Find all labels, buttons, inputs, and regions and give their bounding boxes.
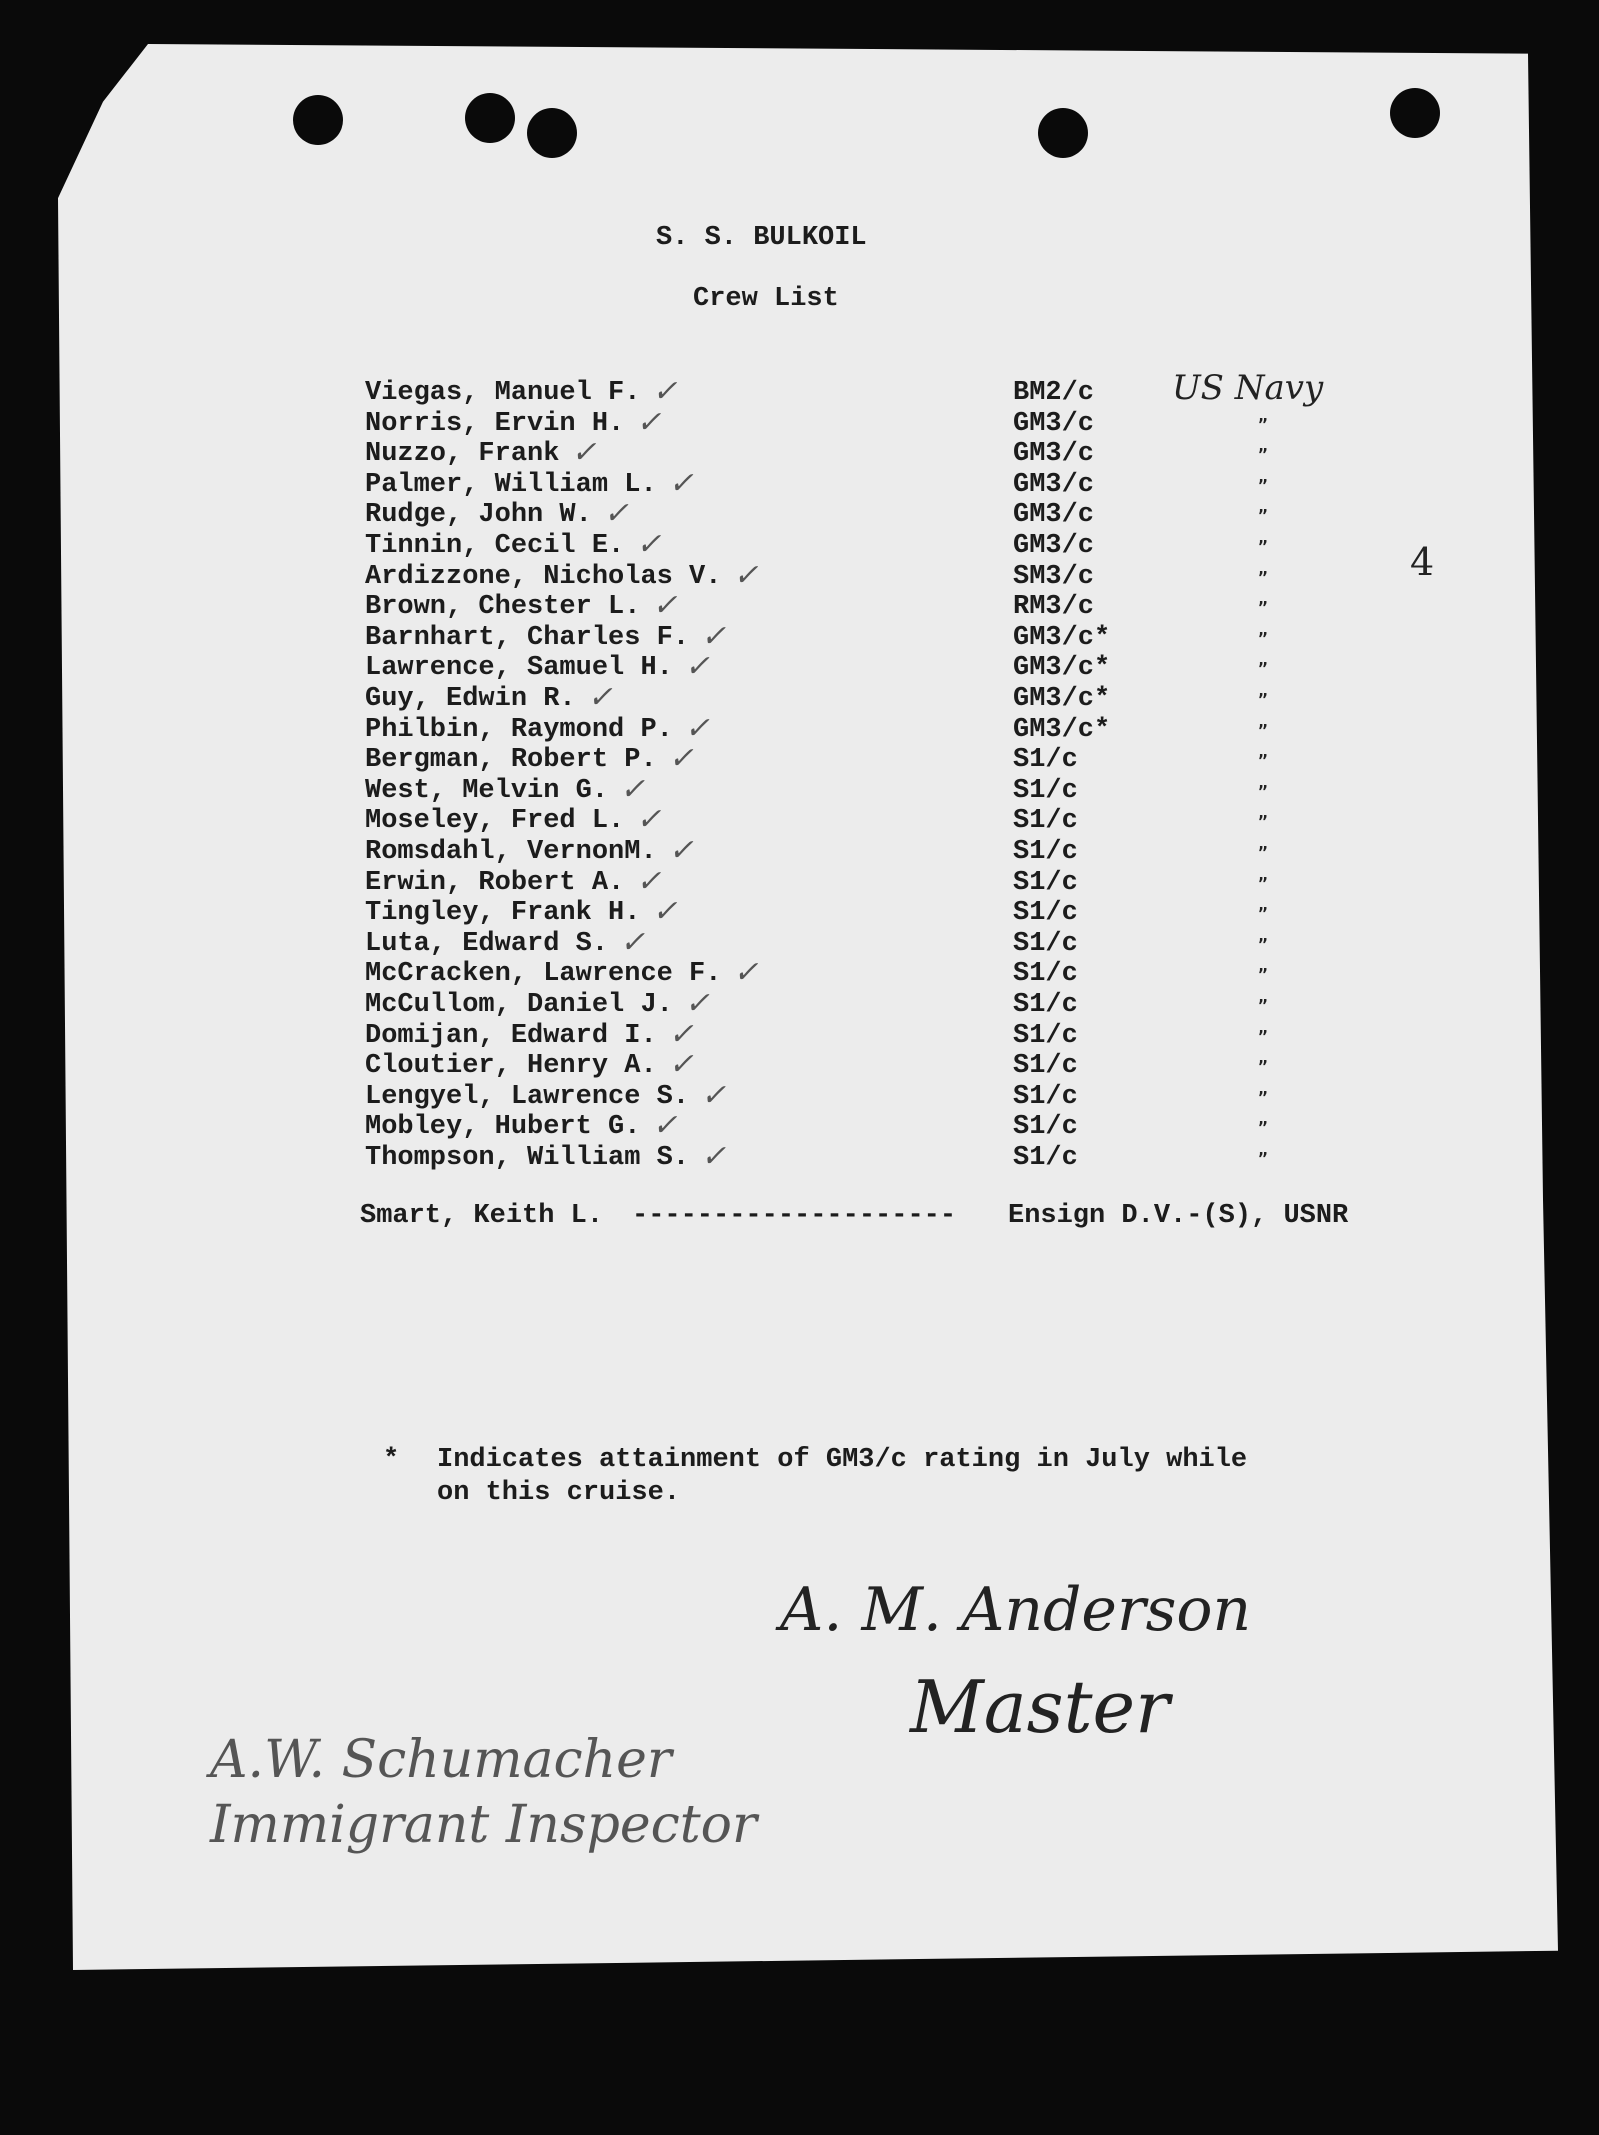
checkmark-icon: ✓ [701,1078,727,1113]
crew-rating: GM3/c* [1013,623,1111,653]
ditto-mark-icon: ” [1258,1027,1268,1046]
crew-name: Luta, Edward S. [365,929,609,959]
crew-rating: S1/c [1013,898,1078,928]
crew-rating: BM2/c [1013,378,1095,408]
crew-name: Ardizzone, Nicholas V. [365,562,722,592]
crew-name: Philbin, Raymond P. [365,715,673,745]
ditto-mark-icon: ” [1258,935,1268,954]
ditto-mark-icon: ” [1258,874,1268,893]
crew-name: Romsdahl, VernonM. [365,837,657,867]
master-title: Master [910,1665,1170,1749]
crew-name: Bergman, Robert P. [365,745,657,775]
ditto-mark-icon: ” [1258,812,1268,831]
ditto-mark-icon: ” [1258,904,1268,923]
checkmark-icon: ✓ [636,802,662,837]
ditto-mark-icon: ” [1258,476,1268,495]
crew-name: Cloutier, Henry A. [365,1051,657,1081]
officer-rank: Ensign D.V.-(S), USNR [1008,1201,1349,1231]
crew-rating: S1/c [1013,1082,1078,1112]
checkmark-icon: ✓ [668,466,694,501]
crew-name: Domijan, Edward I. [365,1021,657,1051]
crew-name: Barnhart, Charles F. [365,623,690,653]
checkmark-icon: ✓ [620,925,646,960]
ditto-mark-icon: ” [1258,721,1268,740]
ditto-mark-icon: ” [1258,843,1268,862]
checkmark-icon: ✓ [668,1017,694,1052]
ditto-mark-icon: ” [1258,996,1268,1015]
checkmark-icon: ✓ [701,1139,727,1174]
ditto-mark-icon: ” [1258,690,1268,709]
checkmark-icon: ✓ [668,833,694,868]
inspector-signature: A.W. Schumacher [210,1730,672,1790]
punch-hole [465,93,515,143]
page-number: 4 [1410,540,1435,584]
crew-name: Moseley, Fred L. [365,806,625,836]
ditto-mark-icon: ” [1258,445,1268,464]
branch-annotation: US Navy [1172,368,1324,408]
checkmark-icon: ✓ [684,649,710,684]
crew-rating: GM3/c [1013,531,1095,561]
checkmark-icon: ✓ [733,558,759,593]
checkmark-icon: ✓ [652,374,678,409]
ditto-mark-icon: ” [1258,1057,1268,1076]
crew-name: West, Melvin G. [365,776,609,806]
crew-rating: S1/c [1013,1051,1078,1081]
crew-name: McCracken, Lawrence F. [365,959,722,989]
crew-name: Erwin, Robert A. [365,868,625,898]
ditto-mark-icon: ” [1258,537,1268,556]
crew-rating: S1/c [1013,1143,1078,1173]
checkmark-icon: ✓ [636,527,662,562]
checkmark-icon: ✓ [668,741,694,776]
crew-rating: GM3/c [1013,439,1095,469]
crew-name: Viegas, Manuel F. [365,378,641,408]
officer-dashes: -------------------- [632,1201,957,1231]
checkmark-icon: ✓ [652,588,678,623]
crew-name: Guy, Edwin R. [365,684,576,714]
crew-name: Tingley, Frank H. [365,898,641,928]
crew-rating: S1/c [1013,1112,1078,1142]
crew-rating: S1/c [1013,929,1078,959]
document-page [58,44,1558,1970]
checkmark-icon: ✓ [587,680,613,715]
crew-name: Thompson, William S. [365,1143,690,1173]
master-signature: A. M. Anderson [780,1575,1252,1645]
officer-name: Smart, Keith L. [360,1201,604,1231]
ditto-mark-icon: ” [1258,629,1268,648]
ditto-mark-icon: ” [1258,598,1268,617]
checkmark-icon: ✓ [733,955,759,990]
crew-name: Brown, Chester L. [365,592,641,622]
footnote-line-1: Indicates attainment of GM3/c rating in July while [437,1445,1248,1475]
ship-title: S. S. BULKOIL [656,223,867,253]
crew-rating: S1/c [1013,745,1078,775]
crew-rating: S1/c [1013,837,1078,867]
footnote-mark: * [383,1445,400,1475]
checkmark-icon: ✓ [636,405,662,440]
punch-hole [1390,88,1440,138]
punch-hole [1038,108,1088,158]
ditto-mark-icon: ” [1258,751,1268,770]
crew-name: Nuzzo, Frank [365,439,560,469]
crew-rating: S1/c [1013,868,1078,898]
page-title: Crew List [693,284,839,314]
crew-rating: S1/c [1013,1021,1078,1051]
checkmark-icon: ✓ [603,496,629,531]
ditto-mark-icon: ” [1258,568,1268,587]
ditto-mark-icon: ” [1258,782,1268,801]
checkmark-icon: ✓ [684,986,710,1021]
ditto-mark-icon: ” [1258,506,1268,525]
punch-hole [527,108,577,158]
ditto-mark-icon: ” [1258,1118,1268,1137]
crew-rating: GM3/c [1013,470,1095,500]
crew-name: Mobley, Hubert G. [365,1112,641,1142]
crew-rating: RM3/c [1013,592,1095,622]
crew-name: Rudge, John W. [365,500,592,530]
checkmark-icon: ✓ [652,894,678,929]
checkmark-icon: ✓ [636,864,662,899]
crew-name: Lawrence, Samuel H. [365,653,673,683]
punch-hole [293,95,343,145]
crew-rating: S1/c [1013,959,1078,989]
crew-rating: S1/c [1013,990,1078,1020]
ditto-mark-icon: ” [1258,1088,1268,1107]
ditto-mark-icon: ” [1258,415,1268,434]
checkmark-icon: ✓ [701,619,727,654]
checkmark-icon: ✓ [571,435,597,470]
crew-name: McCullom, Daniel J. [365,990,673,1020]
crew-name: Norris, Ervin H. [365,409,625,439]
checkmark-icon: ✓ [684,711,710,746]
ditto-mark-icon: ” [1258,1149,1268,1168]
checkmark-icon: ✓ [620,772,646,807]
inspector-title: Immigrant Inspector [210,1795,757,1855]
crew-rating: GM3/c* [1013,684,1111,714]
checkmark-icon: ✓ [652,1108,678,1143]
footnote-line-2: on this cruise. [437,1478,681,1508]
crew-name: Tinnin, Cecil E. [365,531,625,561]
crew-rating: GM3/c [1013,500,1095,530]
ditto-mark-icon: ” [1258,965,1268,984]
crew-rating: SM3/c [1013,562,1095,592]
crew-rating: GM3/c [1013,409,1095,439]
crew-rating: GM3/c* [1013,715,1111,745]
ditto-mark-icon: ” [1258,659,1268,678]
crew-rating: S1/c [1013,776,1078,806]
crew-name: Palmer, William L. [365,470,657,500]
crew-rating: S1/c [1013,806,1078,836]
crew-name: Lengyel, Lawrence S. [365,1082,690,1112]
checkmark-icon: ✓ [668,1047,694,1082]
crew-rating: GM3/c* [1013,653,1111,683]
